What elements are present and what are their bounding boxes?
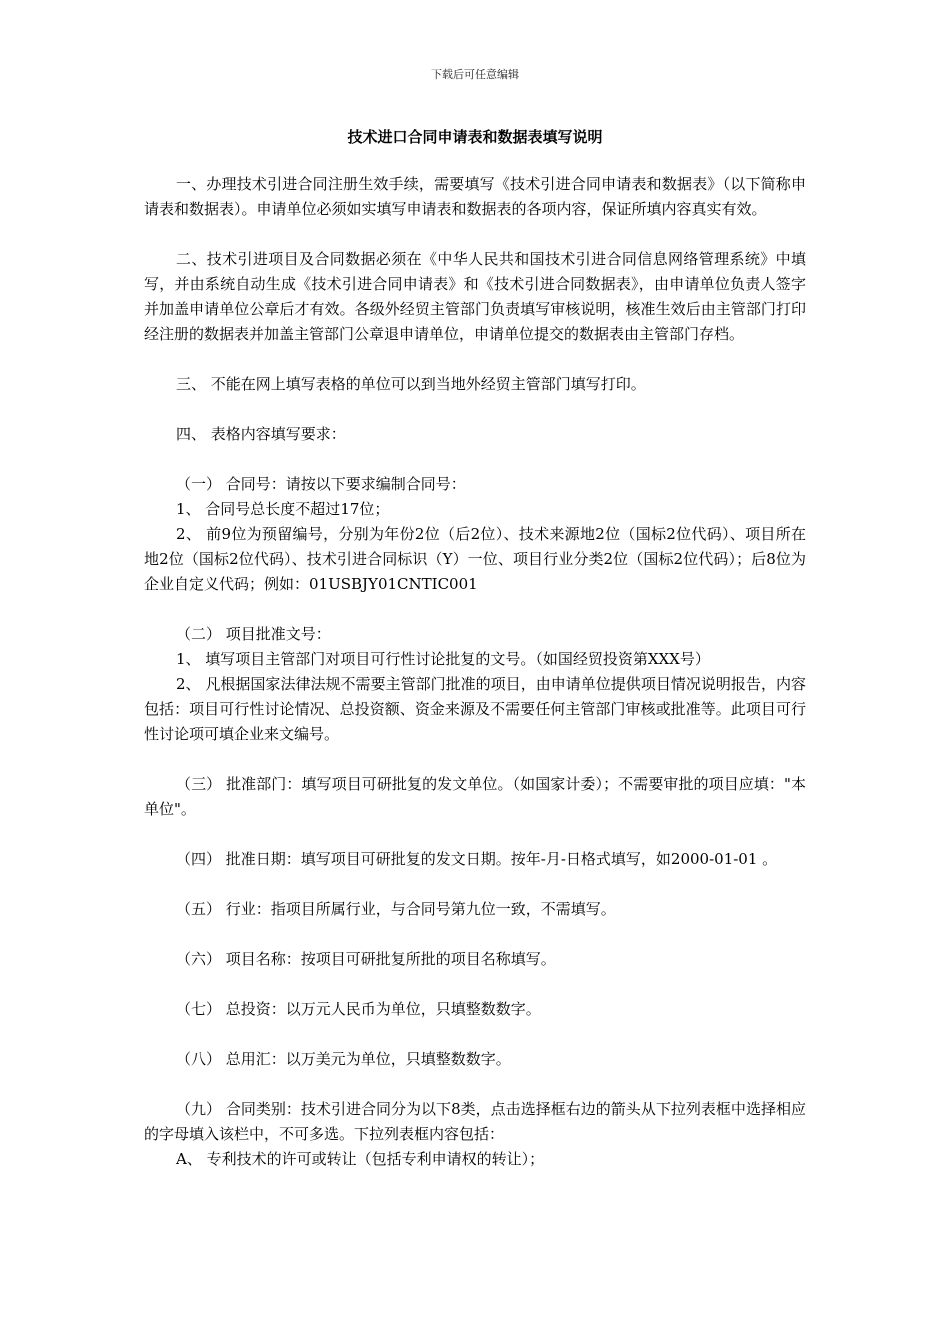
item-1-a: 1、 合同号总长度不超过17位；: [176, 500, 390, 518]
item-6: （六） 项目名称：按项目可研批复所批的项目名称填写。: [176, 950, 556, 968]
item-2-b: 2、 凡根据国家法律法规不需要主管部门批准的项目，由申请单位提供项目情况说明报告，内容包括：项目可行性讨论情况、总投资额、资金来源及不需要任何主管部门审核或批准等。此项目可行性讨论项可填企业来文编号。: [144, 675, 806, 743]
item-7: （七） 总投资：以万元人民币为单位，只填整数数字。: [176, 1000, 541, 1018]
item-3: （三） 批准部门：填写项目可研批复的发文单位。（如国家计委）；不需要审批的项目应填："本单位"。: [144, 775, 806, 818]
document-title: 技术进口合同申请表和数据表填写说明: [347, 128, 603, 146]
section-4: 四、 表格内容填写要求：: [176, 425, 346, 443]
item-1-b: 2、 前9位为预留编号，分别为年份2位（后2位）、技术来源地2位（国标2位代码）、项目所在地2位（国标2位代码）、技术引进合同标识（Y）一位、项目行业分类2位（国标2位代码）；后8位为企业自定义代码；例如：01USBJY01CNTIC001: [144, 525, 806, 593]
item-4: （四） 批准日期：填写项目可研批复的发文日期。按年-月-日格式填写，如2000-01-01 。: [176, 850, 778, 868]
document-body: [144, 172, 806, 1172]
item-5: （五） 行业：指项目所属行业，与合同号第九位一致，不需填写。: [176, 900, 616, 918]
section-1: 一、办理技术引进合同注册生效手续，需要填写《技术引进合同申请表和数据表》（以下简称申请表和数据表）。申请单位必须如实填写申请表和数据表的各项内容，保证所填内容真实有效。: [144, 175, 806, 218]
section-2: 二、技术引进项目及合同数据必须在《中华人民共和国技术引进合同信息网络管理系统》中填写，并由系统自动生成《技术引进合同申请表》和《技术引进合同数据表》，由申请单位负责人签字并加盖申请单位公章后才有效。各级外经贸主管部门负责填写审核说明，核准生效后由主管部门打印经注册的数据表并加盖主管部门公章退申请单位，申请单位提交的数据表由主管部门存档。: [144, 250, 806, 343]
item-2-a: 1、 填写项目主管部门对项目可行性讨论批复的文号。（如国经贸投资第XXX号）: [176, 650, 710, 668]
item-8: （八） 总用汇：以万美元为单位，只填整数数字。: [176, 1050, 511, 1068]
page-header: 下载后可任意编辑: [431, 68, 519, 81]
section-3: 三、 不能在网上填写表格的单位可以到当地外经贸主管部门填写打印。: [176, 375, 646, 393]
item-9-a: A、 专利技术的许可或转让（包括专利申请权的转让）；: [176, 1150, 545, 1168]
item-9: （九） 合同类别：技术引进合同分为以下8类，点击选择框右边的箭头从下拉列表框中选择相应的字母填入该栏中，不可多选。下拉列表框内容包括：: [144, 1100, 806, 1143]
item-2: （二） 项目批准文号：: [176, 625, 331, 643]
item-1: （一） 合同号：请按以下要求编制合同号：: [176, 475, 466, 493]
